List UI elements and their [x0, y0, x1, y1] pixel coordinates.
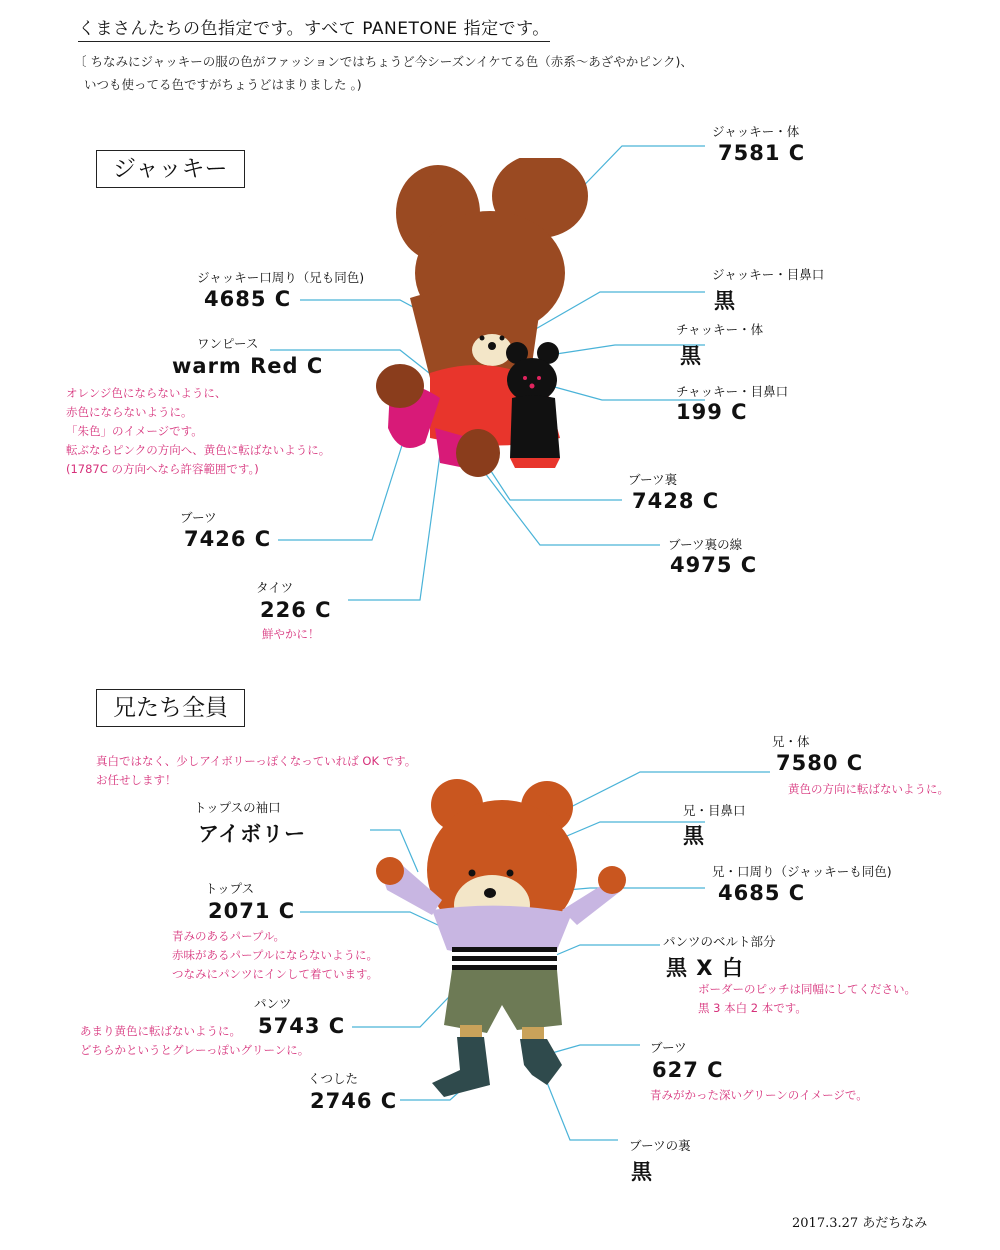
chacky-body-code: 黒	[680, 344, 702, 368]
brother-belt-label: パンツのベルト部分	[663, 934, 776, 949]
brother-tops-code: 2071 C	[208, 899, 296, 923]
chacky-body-label: チャッキー・体	[676, 322, 764, 337]
jacky-tights-label: タイツ	[256, 580, 294, 595]
jacky-mouth-label: ジャッキー口周り（兄も同色)	[197, 270, 365, 285]
brother-tops-note: 青みのあるパープル。	[172, 929, 286, 943]
brother-cuffs-code: アイボリー	[198, 822, 307, 846]
jacky-dress-note: 転ぶならピンクの方向へ、黄色に転ばないように。	[66, 443, 331, 457]
page-title: くまさんたちの色指定です。すべて PANETONE 指定です。	[78, 19, 550, 39]
jacky-boots-sole-code: 7428 C	[632, 489, 720, 513]
brother-pants-note: あまり黄色に転ばないように。	[80, 1024, 241, 1038]
brother-socks-code: 2746 C	[310, 1089, 398, 1113]
jacky-boots-sole-label: ブーツ裏	[628, 472, 678, 487]
brothers-intro-note	[96, 752, 416, 790]
brother-boots-note: 青みがかった深いグリーンのイメージで。	[650, 1088, 868, 1102]
jacky-mouth-code: 4685 C	[204, 287, 292, 311]
jacky-body-label: ジャッキー・体	[712, 124, 800, 139]
brother-boots-label: ブーツ	[650, 1040, 687, 1055]
intro-note-line-1: 〔 ちなみにジャッキーの服の色がファッションではちょうど今シーズンイケてる色（赤系〜あざやかピンク)、	[74, 54, 693, 69]
jacky-boots-sole-line-label: ブーツ裏の線	[668, 537, 743, 552]
brothers-intro-note-line: お任せします！	[96, 773, 177, 787]
jacky-boots-sole-line-code: 4975 C	[670, 553, 758, 577]
jacky-dress-note: 赤色にならないように。	[66, 405, 193, 419]
brother-face-label: 兄・目鼻口	[683, 803, 746, 818]
brothers-intro-note-line: 真白ではなく、少しアイボリーっぽくなっていれば OK です。	[96, 754, 417, 768]
jacky-dress-note: 「朱色」のイメージです。	[66, 424, 203, 438]
brother-pants-code: 5743 C	[258, 1014, 346, 1038]
brother-belt-code: 黒 X 白	[666, 956, 744, 980]
jacky-face-code: 黒	[714, 289, 736, 313]
jacky-tights-code: 226 C	[260, 598, 332, 622]
brother-cuffs-label: トップスの袖口	[194, 800, 281, 815]
brother-pants-label: パンツ	[254, 996, 292, 1011]
jacky-dress-note: オレンジ色にならないように、	[66, 386, 227, 400]
chacky-face-code: 199 C	[676, 400, 748, 424]
brother-belt-notes	[698, 980, 916, 1018]
brother-tops-notes	[172, 927, 378, 984]
jacky-dress-note: (1787C の方向へなら許容範囲です。)	[66, 462, 259, 476]
brother-tops-label: トップス	[205, 881, 255, 896]
brother-pants-notes	[80, 1022, 309, 1060]
jacky-body-code: 7581 C	[718, 141, 806, 165]
jacky-dress-code: warm Red C	[172, 354, 324, 378]
section-title-jacky: ジャッキー	[96, 150, 245, 188]
brother-body-code: 7580 C	[776, 751, 864, 775]
brother-pants-note: どちらかというとグレーっぽいグリーンに。	[80, 1043, 310, 1057]
brother-face-code: 黒	[683, 824, 705, 848]
brother-tops-note: つなみにパンツにインして着ています。	[172, 967, 379, 981]
jacky-dress-label: ワンピース	[197, 336, 259, 351]
brother-mouth-label: 兄・口周り（ジャッキーも同色)	[712, 864, 892, 879]
brother-body-note: 黄色の方向に転ばないように。	[788, 782, 949, 796]
brother-socks-label: くつした	[308, 1071, 359, 1086]
brother-boots-sole-label: ブーツの裏	[629, 1138, 691, 1153]
brother-boots-sole-code: 黒	[631, 1160, 653, 1184]
brother-mouth-code: 4685 C	[718, 881, 806, 905]
jacky-boots-code: 7426 C	[184, 527, 272, 551]
jacky-boots-label: ブーツ	[180, 510, 217, 525]
brother-boots-code: 627 C	[652, 1058, 724, 1082]
brother-belt-note: 黒 3 本白 2 本です。	[698, 1001, 807, 1015]
brother-body-label: 兄・体	[772, 734, 810, 749]
jacky-dress-notes	[66, 384, 330, 479]
jacky-face-label: ジャッキー・目鼻口	[712, 267, 825, 282]
jacky-bear-illustration	[370, 158, 610, 498]
signature-date: 2017.3.27 あだちなみ	[792, 1216, 928, 1231]
chacky-face-label: チャッキー・目鼻口	[676, 384, 789, 399]
brother-belt-note: ボーダーのピッチは同幅にしてください。	[698, 982, 917, 996]
intro-note-line-2: いつも使ってる色ですがちょうどはまりました 。)	[84, 77, 362, 92]
jacky-tights-note: 鮮やかに！	[262, 627, 320, 641]
section-title-brothers: 兄たち全員	[96, 689, 245, 727]
brother-tops-note: 赤味があるパープルにならないように。	[172, 948, 378, 962]
brother-bear-illustration	[372, 775, 642, 1115]
